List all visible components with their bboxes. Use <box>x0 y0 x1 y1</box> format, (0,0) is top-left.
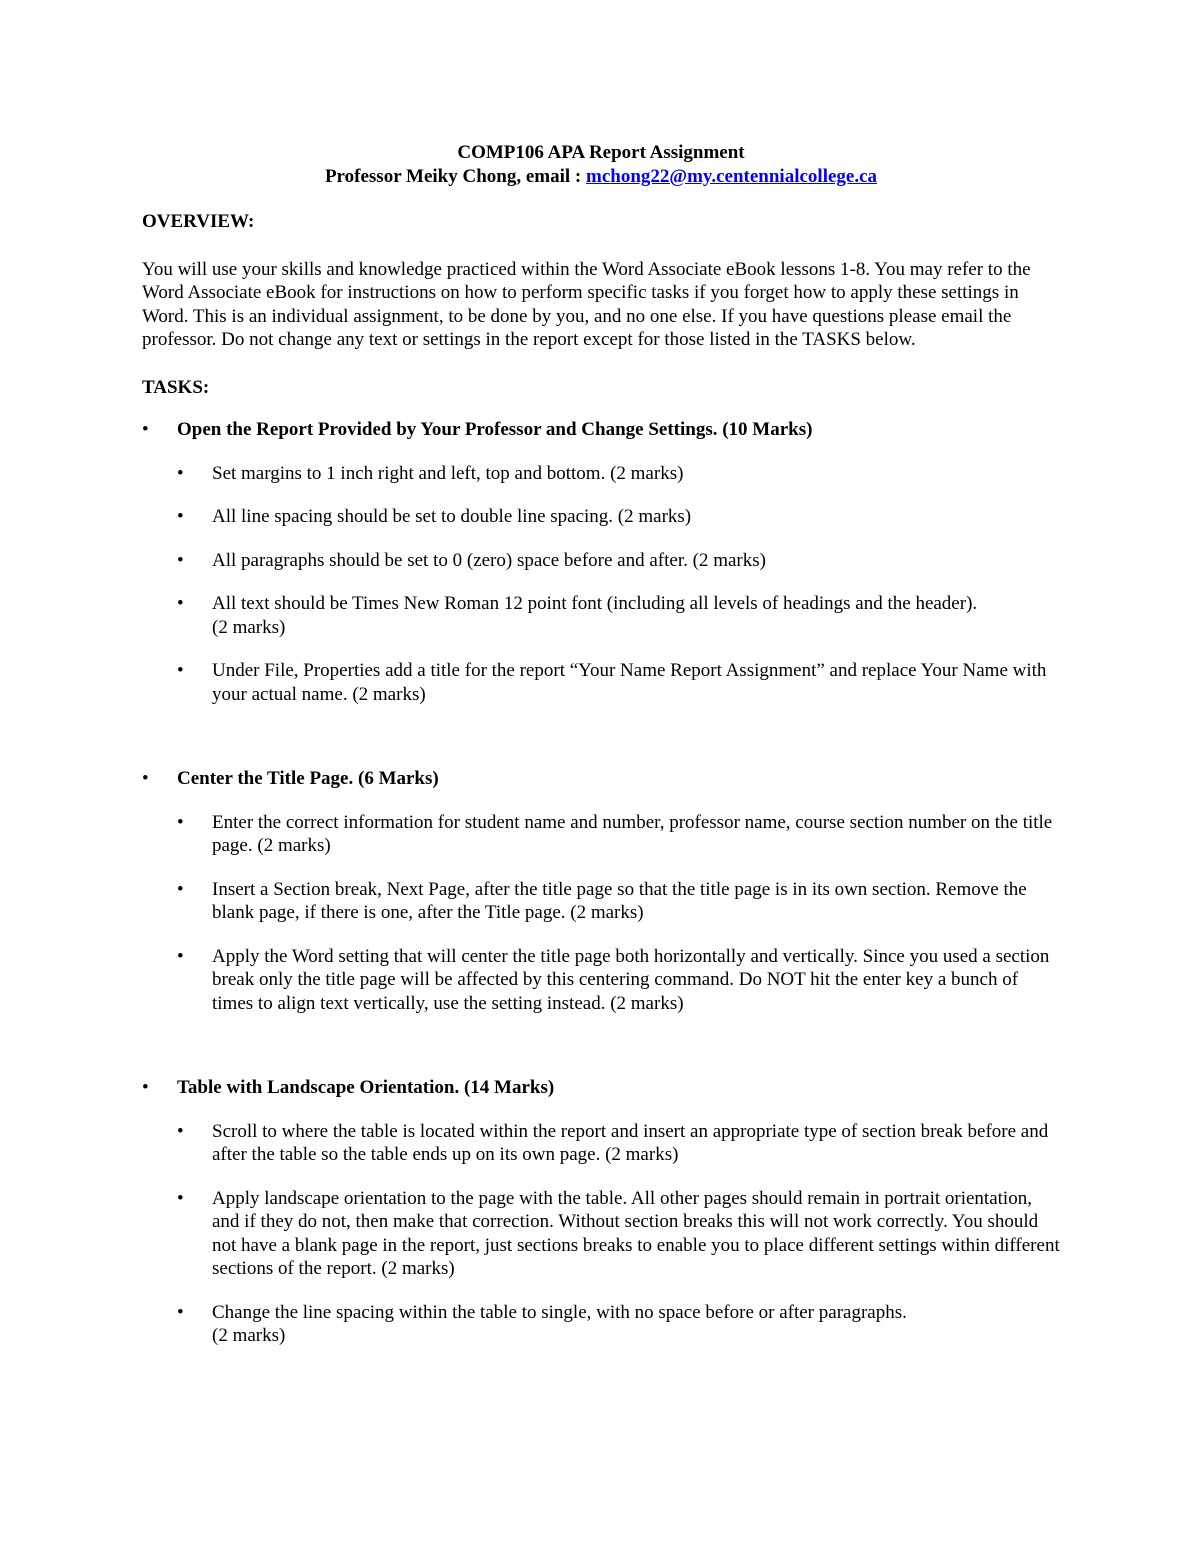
task-item-text: Under File, Properties add a title for the report “Your Name Report Assignment” and replace Your Name with your actual name. (2 marks) <box>212 660 1047 705</box>
overview-paragraph: You will use your skills and knowledge practiced within the Word Associate eBook lessons 1-8. You may refer to the Word Associate eBook for instructions on how to perform specific tasks if you forget how to apply these settings in Word. This is an individual assignment, to be done by you, and no one else. If you have questions please email the professor. Do not change any text or settings in the report except for those listed in the TASKS below. <box>142 258 1031 350</box>
document-title: COMP106 APA Report Assignment <box>457 142 745 163</box>
task-section-label: Center the Title Page. (6 Marks) <box>177 768 439 789</box>
task-item <box>177 462 1060 486</box>
task-item <box>177 945 1060 1016</box>
bullet-icon: • <box>142 1077 149 1098</box>
task-item <box>177 811 1060 858</box>
task-item-text: All paragraphs should be set to 0 (zero) space before and after. (2 marks) <box>212 549 766 571</box>
task-item <box>177 1301 1060 1348</box>
bullet-icon: • <box>177 593 184 614</box>
task-item-text: Scroll to where the table is located within the report and insert an appropriate type of section break before and after the table so the table ends up on its own page. (2 marks) <box>212 1120 1049 1165</box>
task-item-text: Change the line spacing within the table to single, with no space before or after paragraphs. <box>212 1301 907 1323</box>
task-item <box>177 1187 1060 1281</box>
bullet-icon: • <box>177 1301 184 1323</box>
task-section-settings <box>142 418 1060 706</box>
task-item-text: Enter the correct information for student name and number, professor name, course section number on the title page. (2 marks) <box>212 811 1053 856</box>
bullet-icon: • <box>177 811 184 833</box>
title-block <box>142 141 1060 188</box>
task-item <box>177 659 1060 706</box>
task-item-list <box>177 1120 1060 1348</box>
task-item-list <box>177 462 1060 707</box>
task-item-list <box>177 811 1060 1016</box>
task-item <box>177 549 1060 573</box>
bullet-icon: • <box>177 549 184 571</box>
bullet-icon: • <box>177 660 184 681</box>
task-item <box>177 505 1060 529</box>
professor-line <box>142 165 1060 189</box>
task-item-text: All text should be Times New Roman 12 point font (including all levels of headings and the header). <box>212 593 978 614</box>
task-item-marks: (2 marks) <box>212 1325 286 1346</box>
task-item-marks: (2 marks) <box>212 616 286 638</box>
task-section-table <box>142 1076 1060 1348</box>
bullet-icon: • <box>177 945 184 967</box>
task-item-text: All line spacing should be set to double line spacing. (2 marks) <box>212 506 692 527</box>
bullet-icon: • <box>142 419 149 440</box>
task-sections-list <box>142 418 1060 1348</box>
bullet-icon: • <box>177 506 184 527</box>
overview-heading: OVERVIEW: <box>142 211 255 232</box>
task-item-text: Insert a Section break, Next Page, after the title page so that the title page is in its own section. Remove the blank page, if there is one, after the Title page. (2 marks) <box>212 878 1027 923</box>
bullet-icon: • <box>142 768 149 789</box>
task-item-text: Apply landscape orientation to the page with the table. All other pages should remain in portrait orientation, and if they do not, then make that correction. Without section breaks this will not work correctly. You should not have a blank page in the report, just sections breaks to enable you to place different settings within different sections of the report. (2 marks) <box>212 1187 1060 1279</box>
task-item <box>177 1120 1060 1167</box>
task-item-text: Apply the Word setting that will center the title page both horizontally and vertically. Since you used a section break only the title page will be affected by this centering command. Do NOT hit the enter key a bunch of times to align text vertically, use the setting instead. (2 marks) <box>212 945 1050 1014</box>
task-section-title-page <box>142 767 1060 1015</box>
task-item <box>177 592 1060 639</box>
professor-prefix: Professor Meiky Chong, email : <box>324 165 586 187</box>
bullet-icon: • <box>177 462 184 484</box>
professor-email-link[interactable]: mchong22@my.centennialcollege.ca <box>586 165 878 187</box>
task-item-text: Set margins to 1 inch right and left, top and bottom. (2 marks) <box>212 462 684 484</box>
bullet-icon: • <box>177 878 184 900</box>
task-section-label: Table with Landscape Orientation. (14 Marks) <box>177 1077 555 1098</box>
task-section-label: Open the Report Provided by Your Professor and Change Settings. (10 Marks) <box>177 419 813 440</box>
bullet-icon: • <box>177 1187 184 1209</box>
tasks-heading: TASKS: <box>142 376 210 398</box>
task-item <box>177 878 1060 925</box>
bullet-icon: • <box>177 1120 184 1142</box>
